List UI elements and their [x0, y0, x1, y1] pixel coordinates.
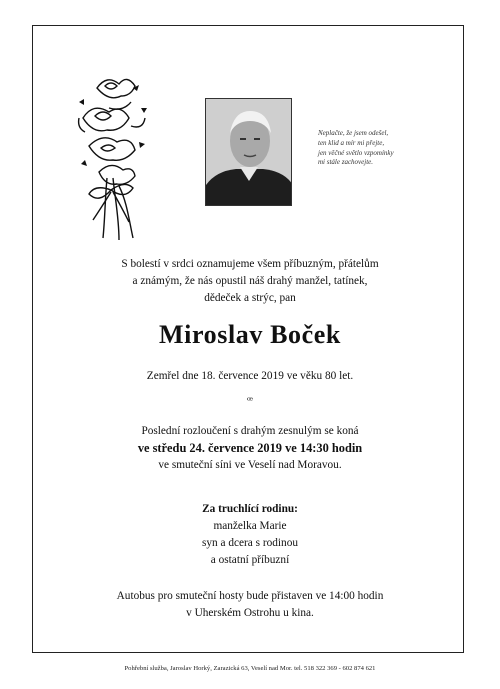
- funeral-service-footer: Pohřební služba, Jaroslav Horký, Zarazická 63, Veselí nad Mor. tel. 518 322 369 - 602 874 621: [124, 665, 376, 672]
- ornament-icon: ꟹ: [246, 396, 254, 407]
- family-member: manželka Marie: [213, 520, 287, 532]
- farewell-datetime: ve středu 24. července 2019 ve 14:30 hodin: [137, 441, 363, 455]
- poem-line: ten klid a mír mi přejte,: [318, 138, 385, 147]
- rose-bouquet-icon: [75, 68, 153, 248]
- memorial-poem: [318, 129, 438, 168]
- portrait-photo: [205, 98, 292, 206]
- deceased-name: Miroslav Boček: [159, 320, 341, 349]
- bus-line: v Uherském Ostrohu u kina.: [186, 607, 314, 619]
- family-member: a ostatní příbuzní: [210, 554, 290, 566]
- bus-info: [0, 588, 500, 622]
- family-heading: Za truchlící rodinu:: [202, 503, 298, 515]
- poem-line: Neplačte, že jsem odešel,: [318, 129, 389, 137]
- announcement-intro: [0, 256, 500, 307]
- poem-line: mi stále zachovejte.: [318, 158, 374, 167]
- death-date: Zemřel dne 18. července 2019 ve věku 80 let.: [146, 370, 354, 382]
- bus-line: Autobus pro smuteční hosty bude přistaven ve 14:00 hodin: [116, 590, 384, 602]
- family-section: [0, 501, 500, 569]
- intro-line: dědeček a strýc, pan: [204, 292, 296, 304]
- portrait-figure-icon: [206, 99, 292, 206]
- farewell-info: [0, 423, 500, 474]
- family-member: syn a dcera s rodinou: [202, 537, 298, 549]
- intro-line: S bolestí v srdci oznamujeme všem příbuzným, přátelům: [121, 258, 379, 270]
- poem-line: jen věčné světlo vzpomínky: [318, 148, 394, 157]
- intro-line: a známým, že nás opustil náš drahý manžel, tatínek,: [132, 275, 368, 287]
- farewell-line: Poslední rozloučení s drahým zesnulým se koná: [141, 425, 359, 437]
- farewell-place: ve smuteční síni ve Veselí nad Moravou.: [158, 459, 342, 471]
